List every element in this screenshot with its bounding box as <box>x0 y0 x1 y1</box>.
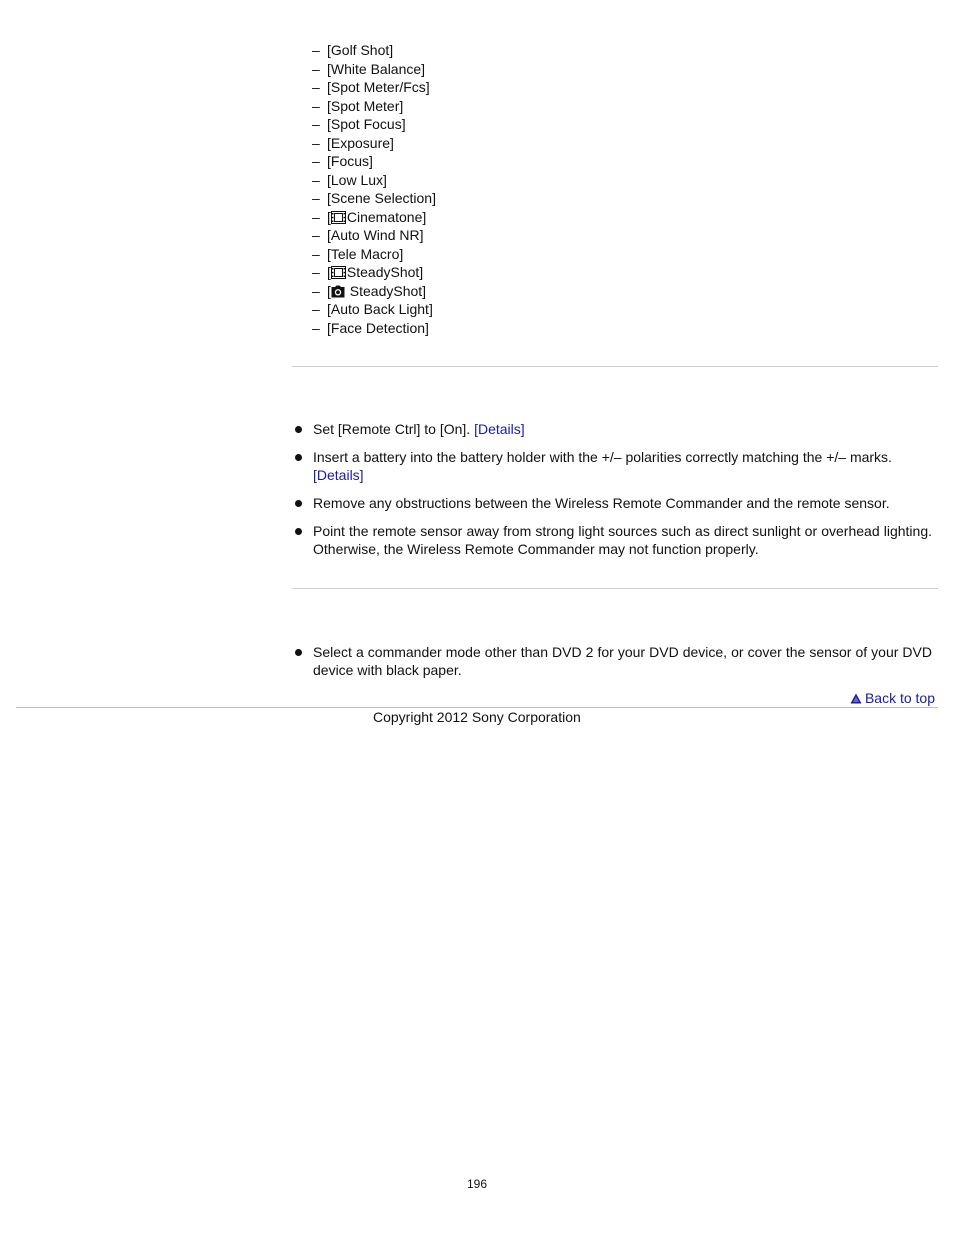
list-item-label: SteadyShot] <box>346 264 424 280</box>
dash-marker: – <box>312 227 320 243</box>
details-link[interactable]: [Details] <box>313 467 364 483</box>
dash-marker: – <box>312 190 320 206</box>
dash-marker: – <box>312 319 320 336</box>
dash-marker: – <box>312 282 320 299</box>
triangle-up-icon <box>850 690 862 708</box>
bullet-dot-icon <box>295 500 302 507</box>
dash-marker: – <box>312 264 320 280</box>
dash-marker: – <box>312 97 320 114</box>
list-item <box>292 494 932 512</box>
dash-marker: – <box>312 134 320 151</box>
dash-marker: – <box>312 153 320 169</box>
bullet-text: Set [Remote Ctrl] to [On]. <box>313 421 475 437</box>
list-item-label: [Auto Wind NR] <box>327 227 424 243</box>
list-item-label: [Auto Back Light] <box>327 301 433 317</box>
section-divider <box>292 366 938 367</box>
dash-marker: – <box>312 245 320 262</box>
list-item <box>312 319 436 338</box>
dash-marker: – <box>312 301 320 317</box>
bullet-text: Remove any obstructions between the Wireless Remote Commander and the remote sensor. <box>313 495 890 511</box>
list-item <box>312 226 436 245</box>
list-item-label: Cinematone] <box>346 208 427 225</box>
list-item <box>312 60 436 79</box>
bullet-text: Point the remote sensor away from strong light sources such as direct sunlight or overhead lighting. Otherwise, the Wireless Remote Commander may not function properly. <box>313 523 932 557</box>
list-item-label: [Spot Focus] <box>327 116 406 132</box>
list-item <box>312 189 436 208</box>
bullet-dot-icon <box>295 528 302 535</box>
dash-marker: – <box>312 42 320 58</box>
back-to-top-label: Back to top <box>864 690 935 706</box>
list-item <box>312 282 436 301</box>
list-item <box>292 643 932 679</box>
list-item-prefix: [ <box>327 282 331 299</box>
list-item <box>312 171 436 190</box>
back-to-top-link[interactable] <box>850 689 935 708</box>
list-item-label: [Spot Meter/Fcs] <box>327 79 430 95</box>
dash-marker: – <box>312 208 320 225</box>
list-item-label: SteadyShot] <box>345 282 427 299</box>
dvd-troubleshoot-list <box>292 643 932 689</box>
list-item <box>312 41 436 60</box>
bullet-dot-icon <box>295 426 302 433</box>
bullet-dot-icon <box>295 454 302 461</box>
list-item <box>312 134 436 153</box>
movie-film-icon <box>331 265 346 284</box>
dash-marker: – <box>312 79 320 95</box>
copyright-text: Copyright 2012 Sony Corporation <box>373 709 581 725</box>
list-item <box>292 420 932 438</box>
bullet-text: Insert a battery into the battery holder with the +/– polarities correctly matching the +/– marks. <box>313 449 892 465</box>
list-item <box>312 245 436 264</box>
list-item-label: [Golf Shot] <box>327 42 394 58</box>
list-item <box>312 97 436 116</box>
settings-list <box>312 41 436 337</box>
list-item <box>312 115 436 134</box>
list-item-prefix: [ <box>327 208 331 225</box>
list-item-label: [Low Lux] <box>327 171 387 188</box>
list-item <box>312 300 436 319</box>
list-item-label: [Tele Macro] <box>327 245 404 262</box>
list-item-label: [Spot Meter] <box>327 97 404 114</box>
list-item <box>312 78 436 97</box>
details-link[interactable]: [Details] <box>474 421 525 437</box>
bullet-dot-icon <box>295 649 302 656</box>
dash-marker: – <box>312 116 320 132</box>
list-item-label: [Focus] <box>327 153 373 169</box>
page-number: 196 <box>466 1177 488 1191</box>
list-item-prefix: [ <box>327 264 331 280</box>
list-item-label: [Face Detection] <box>327 319 429 336</box>
list-item <box>312 152 436 171</box>
list-item <box>292 522 932 558</box>
list-item-label: [Exposure] <box>327 134 394 151</box>
list-item-label: [Scene Selection] <box>327 190 436 206</box>
bullet-text: Select a commander mode other than DVD 2 for your DVD device, or cover the sensor of your DVD device with black paper. <box>313 644 932 678</box>
list-item <box>292 448 932 484</box>
list-item <box>312 208 436 227</box>
section-divider <box>292 588 938 589</box>
dash-marker: – <box>312 60 320 77</box>
dash-marker: – <box>312 171 320 188</box>
list-item-label: [White Balance] <box>327 60 426 77</box>
list-item <box>312 263 436 282</box>
remote-troubleshoot-list <box>292 420 932 568</box>
